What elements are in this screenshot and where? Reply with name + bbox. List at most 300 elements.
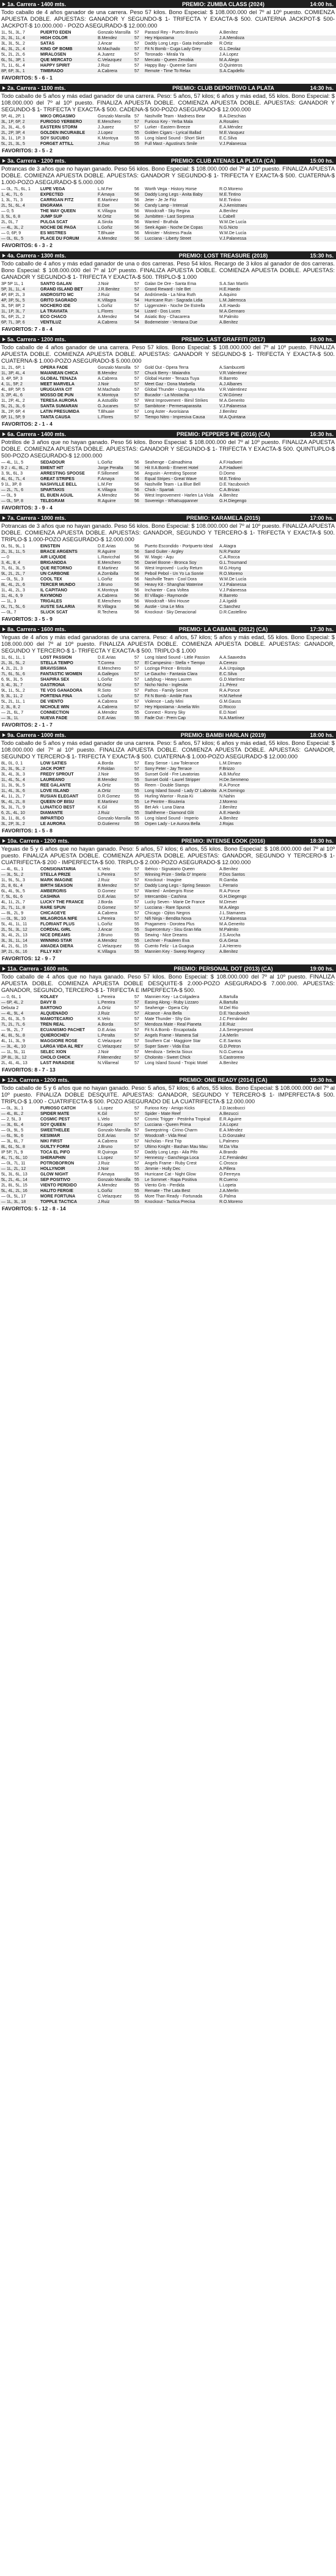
jockey: F.Menendez <box>98 1056 122 1060</box>
horse-name: SELEC XION <box>40 1050 67 1054</box>
table-row <box>0 498 336 504</box>
trainer: L.M.Dimaro <box>219 761 242 766</box>
pedigree: Toronado - Mirala Ya <box>145 53 184 57</box>
table-row <box>0 382 336 387</box>
race-block <box>0 157 336 249</box>
weight: 56 <box>134 610 139 615</box>
jockey: J.R.Benitez <box>98 287 120 292</box>
weight: 57 <box>134 36 139 40</box>
weight: 54 <box>134 293 139 297</box>
table-row <box>0 303 336 309</box>
jockey: C.Velazquez <box>98 1039 122 1043</box>
horse-name: GREAT STRIPES <box>40 477 75 481</box>
past-form: 4, 2L, 2L, 3 <box>1 667 23 671</box>
table-row <box>0 1139 336 1144</box>
weight: 57 <box>134 1117 139 1122</box>
past-form: — 2L, 7L, 6 <box>1 488 24 492</box>
table-row <box>0 944 336 949</box>
weight: 57 <box>134 64 139 68</box>
jockey: K.Villagra <box>98 488 116 492</box>
jockey: J.Lopez <box>98 131 113 135</box>
table-row <box>0 68 336 74</box>
trainer: J.S.Arocha <box>219 933 241 938</box>
trainer: D.R.Castellino <box>219 610 247 615</box>
trainer: F.Brizzo <box>219 767 235 771</box>
weight: 56 <box>134 599 139 604</box>
past-form: 1L, 4L, 3L, 6 <box>1 789 25 793</box>
trainer: M.E.Tintino <box>219 198 241 202</box>
race-description: Yeguas de 5 y 6 años que no hayan ganado. Peso: 5 años, 57 kilos; 6 años, 55 kilos. Bono Especial: $ 108.000.000 del 7º al 10º puesto. FINALIZA APUESTA DOBLE. COMIENZA APUESTA DOBLE. APUESTAS: GANADOR, SEGUNDO Y TERCERO-$ 1- CUATRIFECTA-$ 200 - IMPERFECTA-$ 500. TRIPLO-$ 2.000-POZO ASEGURADO-$ 12.000.000 <box>1 845 335 865</box>
past-form: 2L, 3L, 1L, 5 <box>1 550 25 554</box>
weight: 54 <box>134 315 139 319</box>
pedigree: Sunset Gold - Laurel Stripper <box>145 778 200 782</box>
jockey: A.Cabrera <box>98 69 117 73</box>
race-time: 17:00 hs. <box>310 514 334 521</box>
table-row <box>0 225 336 231</box>
race-conditions <box>0 438 336 460</box>
jockey: D.Gutierrez <box>98 822 120 826</box>
pedigree: Lizard - Dos Luces <box>145 309 181 314</box>
pedigree: Lucciana - Queen Prima <box>145 1123 191 1127</box>
jockey: E.Martinez <box>98 566 119 571</box>
jockey: R.Aguirre <box>98 499 116 503</box>
trainer: V.J.Palanessa <box>219 917 247 921</box>
weight: 57 <box>134 1139 139 1144</box>
pedigree: Daddy Long Legs - Anita Baby <box>145 193 203 197</box>
jockey: D.E.Arias <box>98 1028 116 1032</box>
pedigree: Hit It A Bomb - Emeret Hotel <box>145 466 199 470</box>
past-form: 4L, 6L, 7L, 4 <box>1 477 25 481</box>
past-form: 5L, 2L, 2L, 6 <box>1 53 25 57</box>
table-row <box>0 1055 336 1060</box>
pedigree: Sweepstring - Cirino Charm <box>145 1128 197 1133</box>
table-row <box>0 549 336 555</box>
jockey: B.Mendez <box>98 884 117 888</box>
horse-name: CONSIGNATARIA <box>40 867 76 872</box>
table-row <box>0 192 336 198</box>
table-row <box>0 766 336 772</box>
trainer: V.R.Valentinez <box>219 371 247 376</box>
past-form: 4L, 1L, 2L, 7 <box>1 794 25 799</box>
horse-name: ES MISTRES <box>40 231 67 235</box>
pedigree: Sewing - Nice Dreams <box>145 933 188 938</box>
jockey: E.Menchero <box>98 561 121 565</box>
race-description: Potrancas de 3 años que no hayan ganado. Peso 56 kilos. Bono Especial: $ 108.000.000 del 7º al 10º puesto. FINALIZA APUESTA DOBLE. COMIENZA APUESTA DOBLE. APUESTAS: GANADOR, SEGUNDO Y TERCERO-$ 1- TRIFECTA Y EXACTA-$ 500. TRIPLO-$ 1.000-POZO ASEGURADO-$ 12.000.000 <box>1 522 335 542</box>
past-form: 7L, 2L, 7L, 6 <box>1 1023 25 1027</box>
past-form: 5L, 2L, 4L, 14 <box>1 1178 27 1182</box>
table-row <box>0 371 336 376</box>
table-row <box>0 883 336 889</box>
horse-name: LUNATICO BEST <box>40 805 75 810</box>
horse-name: LATIN PRESUMIDA <box>40 410 80 414</box>
race-prize: PREMIO: LOST TREASURE (2018) <box>178 252 268 259</box>
table-row <box>0 1155 336 1161</box>
table-row <box>0 1033 336 1038</box>
jockey: D.E.Arias <box>98 895 116 899</box>
past-form: 2L, 2P, 3P, 4 <box>1 131 25 135</box>
past-form: 4L, 3L, 2L, 4 <box>1 47 25 51</box>
pedigree: Jeter - Je Je Fitz <box>145 198 177 202</box>
weight: 55 <box>134 1189 139 1193</box>
horse-name: FANTASTIC WOMEN <box>40 672 82 676</box>
weight: 55 <box>134 783 139 788</box>
jockey: C.Velazquez <box>98 1194 122 1199</box>
table-row <box>0 314 336 320</box>
pedigree: Orpen Lady - Le Aurora Bella <box>145 822 200 826</box>
jockey: K.Velo <box>98 867 111 872</box>
trainer: M.A.Alego <box>219 58 239 62</box>
weight: 56 <box>134 561 139 565</box>
race-number-distance <box>2 626 150 632</box>
horse-name: RUSIAN ELEGANT <box>40 794 79 799</box>
pedigree: Long Island Sound - Tropic Motel <box>145 1061 208 1065</box>
horse-name: GLOBAL TENAZA <box>40 377 77 381</box>
past-form: — 1L, 2L, 12 <box>1 1167 26 1171</box>
pedigree: Easing Along - Ruby Lizzaro <box>145 1001 199 1005</box>
trainer: J.A.Lopez <box>219 53 239 57</box>
horse-name: HIGH COLOR <box>40 36 68 40</box>
jockey: R.Techera <box>98 610 117 615</box>
pedigree: Southern Cat - Maggiore Star <box>145 1039 201 1043</box>
pedigree: Gold Out - Opera Terra <box>145 366 189 370</box>
weight: 55 <box>134 1183 139 1188</box>
favorites: FAVORITOS: 2 - 1 - 4 <box>2 421 53 427</box>
past-form: — 8L, 2L, 9 <box>1 911 24 916</box>
past-form: — 0L, 7L, 11 <box>1 1161 26 1166</box>
pedigree: Angels Frame - Ruby Crest <box>145 1161 197 1166</box>
pedigree: Easy Sense - Low Tolerance <box>145 761 199 766</box>
trainer: L.D.Gonzalez <box>219 1134 246 1138</box>
pedigree: Sand Guiter - Argley <box>145 550 184 554</box>
horse-name: CHICAGEYE <box>40 911 66 916</box>
past-form: 5L, 3L, 6L, 13 <box>1 1172 27 1177</box>
jockey: Gonzalo Mansilla <box>98 114 131 119</box>
weight: 56 <box>134 594 139 598</box>
table-row <box>0 1117 336 1122</box>
horse-name: SEP POSITIVO <box>40 1178 70 1182</box>
table-row <box>0 465 336 471</box>
horse-name: MORE FORTUNA <box>40 1194 76 1199</box>
race-title: 8a. Carrera - 1600 mts. <box>7 626 67 632</box>
horse-name: JACK PORT <box>40 767 65 771</box>
past-form: 0L, 7L, 5L, 6 <box>1 605 25 609</box>
weight: 55 <box>134 711 139 715</box>
trainer: R.A.Ponce <box>219 889 240 894</box>
table-row <box>0 922 336 927</box>
trainer: W.M.De Lucía <box>219 231 246 235</box>
past-form: 5L, 2L, 1L, 1 <box>1 700 25 704</box>
pedigree: Connect - Ronny Sky <box>145 711 186 715</box>
race-time: 19:30 hs. <box>310 1076 334 1083</box>
jockey: T.Correa <box>98 661 114 665</box>
weight: 55 <box>134 1178 139 1182</box>
jockey: J.Noir <box>98 772 109 777</box>
favorites: FAVORITOS: 3 - 5 - 9 <box>2 616 53 622</box>
pedigree: Pathos - Family Secret <box>145 689 188 693</box>
weight: 55 <box>134 1167 139 1171</box>
jockey: F.Amaya <box>98 193 115 197</box>
past-form: 3L, 4L, 2L, 13 <box>1 933 27 938</box>
race-prize: PREMIO: ONE READY (2014) (CA) <box>179 1076 268 1083</box>
trainer: E.C.Silva <box>219 672 237 676</box>
horse-name: LOST PASSION <box>40 656 72 660</box>
past-form: 2P 8L, 3L, 12 <box>1 1056 27 1060</box>
pedigree: Remate - The Lata Best <box>145 1189 191 1193</box>
past-form: 6L, 5L, 3P, 1 <box>1 58 25 62</box>
jockey: C.Velazquez <box>98 1045 122 1049</box>
pedigree: Cosmic Trigger - Pestinha Tropical <box>145 1117 210 1122</box>
entries-table <box>0 114 336 147</box>
pedigree: Hennessy - Ganchinga Loca <box>145 1156 199 1160</box>
trainer: A.Benítez <box>219 950 238 954</box>
past-form: — 0L, 9L, 5 <box>1 1128 24 1133</box>
past-form: 2, 3L, 8, 2 <box>1 705 21 709</box>
jockey: L.Goñiz <box>98 304 113 308</box>
horse-name: EL BUEN AGUIL <box>40 494 74 498</box>
race-conditions <box>0 972 336 994</box>
trainer: C.W.Gómez <box>219 393 243 398</box>
weight: 57 <box>134 678 139 682</box>
table-row <box>0 927 336 933</box>
trainer: D.Domo <box>219 472 235 476</box>
race-header <box>0 157 336 165</box>
trainer: S.Castroreno <box>219 1056 245 1060</box>
race-number-distance <box>2 85 150 91</box>
horse-name: AUSTE SALARIA <box>40 605 75 609</box>
pedigree: Spider - Mate Reef <box>145 1112 181 1116</box>
jockey: D.E.Arias <box>98 544 116 549</box>
horse-name: TERESA AURORA <box>40 399 78 403</box>
past-form: 4P, 8P, 2L, 3 <box>1 293 25 297</box>
weight: 55 <box>134 789 139 793</box>
pedigree: Sovereign - Whatsuppanner <box>145 499 199 503</box>
horse-name: GRAND ISLAND BET <box>40 287 83 292</box>
race-description: Todo caballo de 4 años ganador de una carrera. Peso 57 kilos. Bono Especial: $ 108.000.000 del 7º al 10º puesto. FINALIZA APUESTA DOBLE. COMIENZA APUESTA DOBLE. APUESTAS: GANADOR Y SEGUNDO-$ 1- TRIFECTA Y EXACTA-$ 500. CUATERNA-$ 1.000-POZO ASEGURADO-$ 5.000.000 <box>1 344 335 364</box>
horse-name: MEET MARVELA <box>40 382 75 387</box>
table-row <box>0 1111 336 1117</box>
horse-name: AMADEA DIERA <box>40 944 74 949</box>
trainer: J.A.Lopez <box>219 1123 239 1127</box>
jockey: L.Pereira <box>98 917 115 921</box>
weight: 57 <box>134 415 139 420</box>
past-form: — 0L, 7L, 6L, 1 <box>1 187 31 191</box>
jockey: L.Peralta <box>98 1034 115 1038</box>
jockey: R.Soto <box>98 689 111 693</box>
jockey: L.Lopez <box>98 1106 113 1111</box>
table-row <box>0 816 336 821</box>
weight: 57 <box>134 683 139 687</box>
trainer: A.Brando <box>219 1150 238 1155</box>
race-prize: PREMIO: CLUB DEPORTIVO LA PLATA <box>172 84 274 91</box>
weight: 55 <box>134 1194 139 1199</box>
horse-name: LA TRAVIATA <box>40 309 68 314</box>
race-prize: PREMIO: ZUMBA CLASS (2024) <box>182 1 265 7</box>
trainer: G.D.Petron <box>219 1045 241 1049</box>
trainer: J.A.Merlin <box>219 1189 239 1193</box>
past-form: Debuta 2 <box>1 1006 19 1010</box>
table-row <box>0 599 336 604</box>
horse-name: URUGUAYA CIT <box>40 388 73 392</box>
weight: 57 <box>134 47 139 51</box>
horse-name: FURIOSO CATCH <box>40 1106 76 1111</box>
trainer: V.J.Palanessa <box>219 142 247 146</box>
past-form: 6P, 7L, 3P, 6 <box>1 320 25 325</box>
horse-name: DAVY B <box>40 1001 56 1005</box>
weight: 57 <box>134 1150 139 1155</box>
race-title: 12a. Carrera - 1200 mts. <box>7 1076 70 1083</box>
past-form: 3P, 2L, 6L, 16 <box>1 950 27 954</box>
weight: 56 <box>134 488 139 492</box>
race-title: 3a. Carrera - 1200 mts. <box>7 157 67 164</box>
weight: 57 <box>134 1156 139 1160</box>
weight: 55 <box>134 142 139 146</box>
table-row <box>0 1172 336 1177</box>
past-form: 3, 9L, 6L, 3 <box>1 472 23 476</box>
weight: 55 <box>134 794 139 799</box>
trainer: L.Palmero <box>219 1139 239 1144</box>
trainer: L.Ferrario <box>219 884 238 888</box>
race-block <box>0 1076 336 1212</box>
pedigree: Long Island Sound - Short Skirt <box>145 136 205 141</box>
weight: 57 <box>134 1106 139 1111</box>
pedigree: Jimmie - Holly Dec <box>145 1167 181 1171</box>
past-form: 2L, 5L, 6L, 4 <box>1 204 25 208</box>
table-row <box>0 1016 336 1022</box>
past-form: — 6L, 9L, 6 <box>1 1134 24 1138</box>
weight: 57 <box>134 69 139 73</box>
triangle-icon <box>2 2 5 6</box>
jockey: F.Amaya <box>98 1172 115 1177</box>
table-row <box>0 231 336 236</box>
past-form: 1L, 6L, 1L, 1 <box>1 656 25 660</box>
table-row <box>0 1194 336 1199</box>
pedigree: Alcance - Ana Bella <box>145 1012 182 1016</box>
horse-name: NOCHERO IDE <box>40 304 71 308</box>
past-form: 6L, 4L, 9L, 5 <box>1 889 25 894</box>
race-number-distance <box>2 966 150 972</box>
jockey: A.Borda <box>98 1023 114 1027</box>
weight: 56 <box>134 466 139 470</box>
jockey: A.Ortiz <box>98 789 111 793</box>
trainer: A.Atagra <box>219 544 236 549</box>
jockey: D.Gomez <box>98 906 116 910</box>
weight: 57 <box>134 1017 139 1021</box>
past-form: 3L, 1L, 1P, 3 <box>1 136 25 141</box>
race-time: 16:00 hs. <box>310 336 334 342</box>
table-row <box>0 52 336 57</box>
pedigree: Grand Reward - Isle Bet <box>145 287 191 292</box>
trainer: V.J.Palanessa <box>219 588 247 593</box>
jockey: E.Menchero <box>98 120 121 124</box>
trainer: M.Del Rio <box>219 1006 238 1010</box>
race-header <box>0 514 336 522</box>
horse-name: EXPECTED <box>40 193 64 197</box>
table-row <box>0 582 336 588</box>
horse-name: LOW SATIES <box>40 761 67 766</box>
table-row <box>0 387 336 393</box>
trainer: J.Benítez <box>219 805 238 810</box>
trainer: V.R.Valentinez <box>219 388 247 392</box>
table-row <box>0 1166 336 1172</box>
table-row <box>0 30 336 35</box>
weight: 56 <box>134 231 139 235</box>
trainer: A.Aquino <box>219 293 237 297</box>
weight: 57 <box>134 125 139 130</box>
weight: 57 <box>134 377 139 381</box>
past-form: — 4L, 6L, 1 <box>1 867 24 872</box>
trainer: H.M.Nehmé <box>219 694 243 698</box>
past-form: 7, 5L, 6L, 6 <box>1 895 23 899</box>
jockey: F.Sillomeel <box>98 472 119 476</box>
weight: 55 <box>134 800 139 804</box>
table-row <box>0 1027 336 1033</box>
weight: 55 <box>134 131 139 135</box>
jockey: J.Ruiz <box>98 811 110 815</box>
weight: 57 <box>134 404 139 409</box>
table-row <box>0 471 336 476</box>
table-row <box>0 710 336 716</box>
pedigree: Golden Cigars - Lyrical Ballad <box>145 131 202 135</box>
weight: 57 <box>134 1128 139 1133</box>
jockey: A.Mendez <box>98 711 117 715</box>
trainer: C.E.Santos <box>219 1039 241 1043</box>
jockey: A.Mendez <box>98 494 117 498</box>
jockey: E.Menchero <box>98 667 121 671</box>
past-form: 3, 4L, 3L, 7 <box>1 683 23 687</box>
jockey: J.Ruiz <box>98 142 110 146</box>
table-row <box>0 938 336 944</box>
entries-table <box>0 187 336 242</box>
trainer: O.Ferreyra <box>219 1172 240 1177</box>
pedigree: West Improvement - Bimil Strikes <box>145 399 208 403</box>
past-form: — 0, 6P, 9 <box>1 231 21 235</box>
trainer: E.D.Noel <box>219 711 237 715</box>
jockey: T.Bhuaie <box>98 231 115 235</box>
race-prize: PREMIO: LA CABANIL (2012) (CA) <box>178 626 268 632</box>
pedigree: Knockout - Imagine <box>145 878 182 883</box>
past-form: 3L, 3L, 5L, 2 <box>1 42 25 46</box>
pedigree: Seahenge - Calmadhima <box>145 461 192 465</box>
weight: 57 <box>134 366 139 370</box>
table-row <box>0 187 336 192</box>
table-row <box>0 141 336 147</box>
trainer: A.Benítez <box>219 320 238 325</box>
horse-name: HOLLYNOIR <box>40 1167 65 1171</box>
race-header <box>0 1076 336 1084</box>
race-block <box>0 964 336 1073</box>
past-form: 1, 3L, 7L, 3 <box>1 198 23 202</box>
horse-name: NICE DREAMS <box>40 933 71 938</box>
weight: 57 <box>134 694 139 698</box>
jockey: R.Quiroga <box>98 1150 117 1155</box>
horse-name: MARK IMAGINE <box>40 878 73 883</box>
pedigree: Angusin - Arresting Spoose <box>145 472 197 476</box>
trainer: A.F.Hadweri <box>219 461 243 465</box>
past-form: 9 2 ↓ 4L, 8L, 2 <box>1 466 29 470</box>
pedigree: Seahenge - Opera City <box>145 1006 189 1010</box>
pedigree: Chicago - Ojitos Negros <box>145 911 191 916</box>
weight: 57 <box>134 42 139 46</box>
jockey: N.Villarreal <box>98 1061 119 1065</box>
pedigree: Inchanter - Cara Voltea <box>145 588 189 593</box>
jockey: A.Mendez <box>98 1183 117 1188</box>
table-row <box>0 593 336 599</box>
past-form: 7L, 6L, 3L, 5 <box>1 566 25 571</box>
trainer: J.L.Stamanes <box>219 911 246 916</box>
trainer: V.J.Palanessa <box>219 583 247 587</box>
entries-table <box>0 761 336 827</box>
weight: 56 <box>134 544 139 549</box>
